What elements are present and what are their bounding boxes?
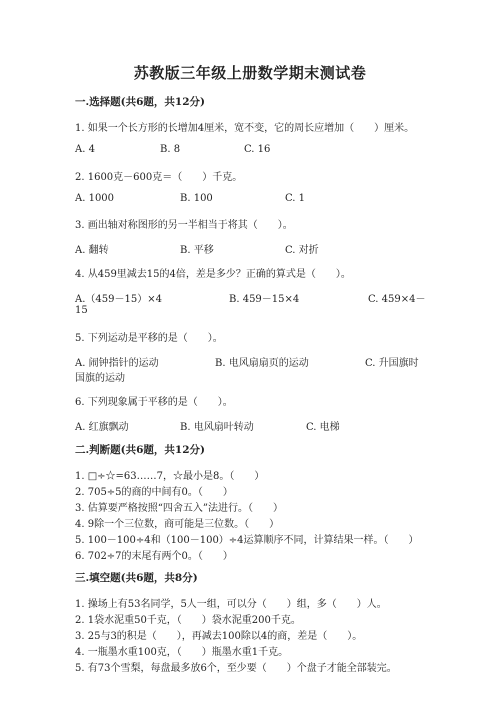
fill-item: 3. 25与3的积是（ ），再减去100除以4的商，差是（ ）。 xyxy=(75,631,363,642)
section-heading-judge: 二.判断题(共6题，共12分) xyxy=(75,444,206,456)
option-c-continued: 国旗的运动 xyxy=(75,373,125,384)
option-a: A. 翻转 xyxy=(75,245,109,256)
judge-item: 3. 估算要严格按照“四舍五入”法进行。（ ） xyxy=(75,503,283,514)
option-c: C. 1 xyxy=(285,193,306,204)
option-a: A. 红旗飘动 xyxy=(75,422,129,433)
page-title: 苏教版三年级上册数学期末测试卷 xyxy=(133,64,367,82)
question-text: 2. 1600克－600克＝（ ）千克。 xyxy=(75,172,243,183)
option-a: A. 1000 xyxy=(75,193,115,204)
fill-item: 5. 有73个雪梨，每盘最多放6个，至少要（ ）个盘子才能全部装完。 xyxy=(75,663,397,674)
option-b: B. 459－15×4 xyxy=(229,294,300,305)
question-text: 6. 下列现象属于平移的是（ ）。 xyxy=(75,397,233,408)
section-heading-choice: 一.选择题(共6题，共12分) xyxy=(75,96,206,108)
option-b: B. 100 xyxy=(180,193,213,204)
question-text: 4. 从459里减去15的4倍，差是多少？正确的算式是（ ）。 xyxy=(75,269,351,280)
section-heading-fill: 三.填空题(共6题，共8分) xyxy=(75,572,198,584)
option-c: C. 16 xyxy=(244,144,271,155)
option-a: A. 4 xyxy=(75,144,95,155)
option-a: A. 闹钟指针的运动 xyxy=(75,358,159,369)
fill-item: 2. 1袋水泥重50千克，（ ）袋水泥重200千克。 xyxy=(75,615,301,626)
option-c: C. 电梯 xyxy=(306,422,340,433)
question-text: 1. 如果一个长方形的长增加4厘米，宽不变，它的周长应增加（ ）厘米。 xyxy=(75,123,415,134)
option-b: B. 平移 xyxy=(180,245,214,256)
option-c-continued: 15 xyxy=(75,305,88,316)
option-a: A.（459－15）×4 xyxy=(75,294,162,305)
question-text: 5. 下列运动是平移的是（ ）。 xyxy=(75,333,223,344)
option-b: B. 8 xyxy=(160,144,181,155)
option-b: B. 电风扇叶转动 xyxy=(180,422,254,433)
question-text: 3. 画出轴对称图形的另一半相当于将其（ ）。 xyxy=(75,220,293,231)
option-c: C. 升国旗时 xyxy=(365,358,419,369)
option-b: B. 电风扇扇页的运动 xyxy=(215,358,309,369)
option-c: C. 对折 xyxy=(285,245,319,256)
option-c: C. 459×4－ xyxy=(368,294,426,305)
judge-item: 1. □÷☆=63……7，☆最小是8。（ ） xyxy=(75,471,265,482)
judge-item: 2. 705÷5的商的中间有0。（ ） xyxy=(75,487,233,498)
judge-item: 6. 702÷7的末尾有两个0。（ ） xyxy=(75,551,233,562)
fill-item: 1. 操场上有53名同学，5人一组，可以分（ ）组，多（ ）人。 xyxy=(75,599,387,610)
fill-item: 4. 一瓶墨水重100克，（ ）瓶墨水重1千克。 xyxy=(75,647,289,658)
judge-item: 5. 100－100÷4和（100－100）÷4运算顺序不同，计算结果一样。（ ） xyxy=(75,535,419,546)
judge-item: 4. 9除一个三位数，商可能是三位数。（ ） xyxy=(75,519,280,530)
